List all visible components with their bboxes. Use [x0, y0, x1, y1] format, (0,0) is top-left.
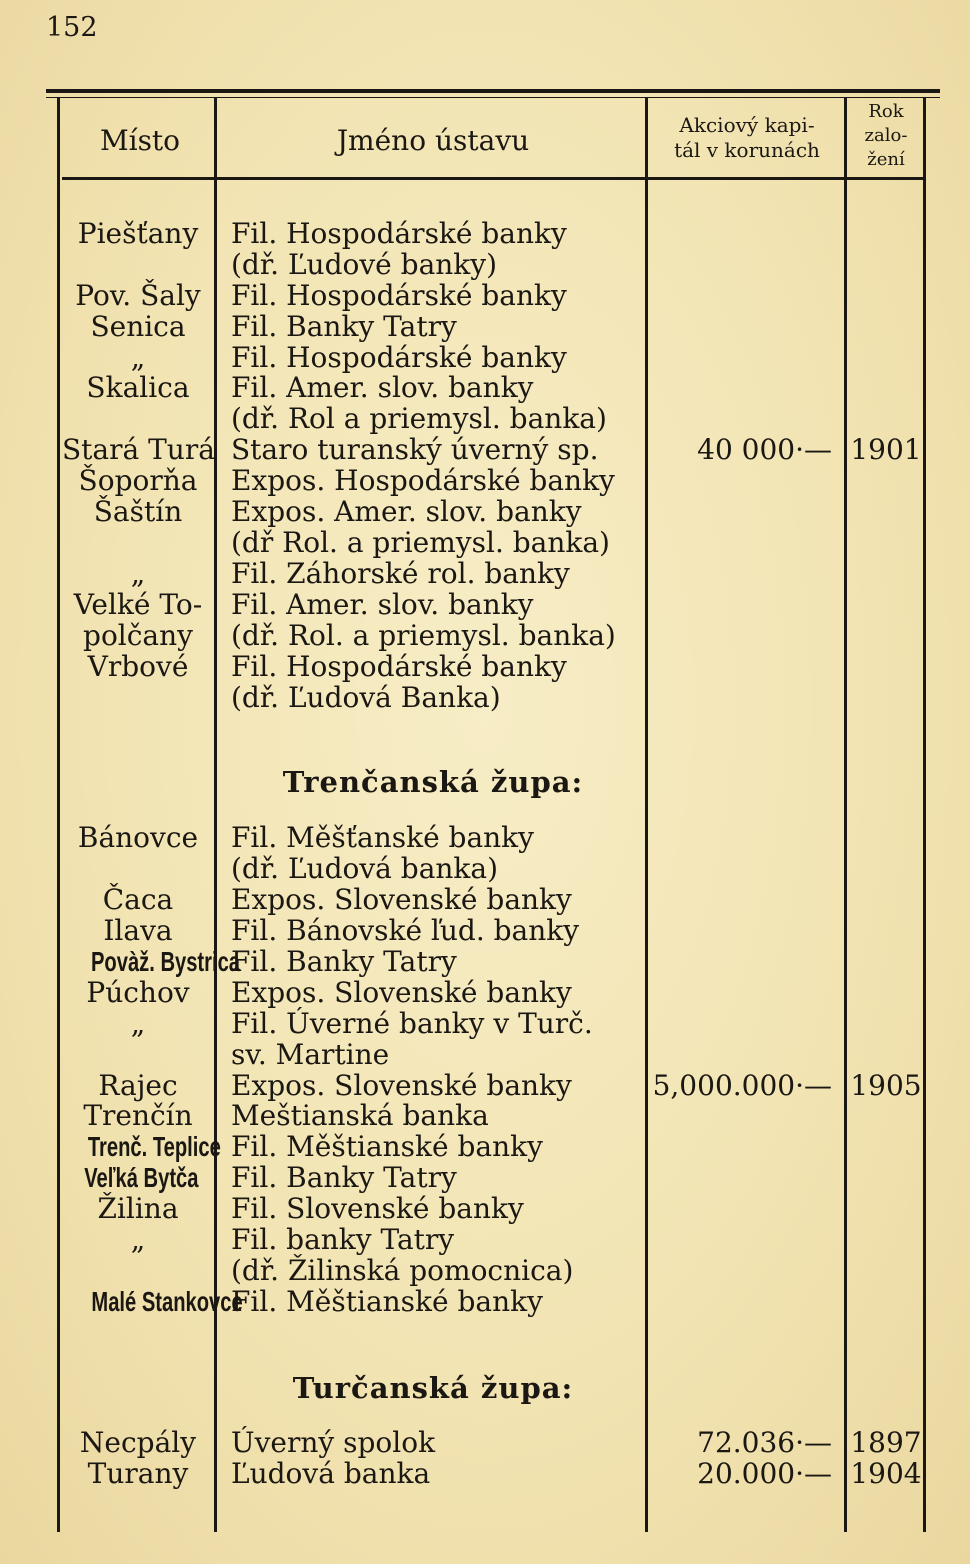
row-year: 1901	[850, 433, 922, 466]
row-year: 1904	[850, 1457, 922, 1490]
row-place: Skalica	[86, 371, 190, 404]
row-place-text: Veľká Bytča	[84, 1162, 199, 1193]
row-name: Fil. Banky Tatry	[231, 945, 457, 978]
row-capital: 72.036·—	[697, 1426, 832, 1459]
row-place: Púchov	[86, 976, 190, 1009]
row-name: (dř Rol. a priemysl. banka)	[231, 526, 610, 559]
row-name: Fil. Hospodárské banky	[231, 279, 567, 312]
row-name: Fil. Měštianské banky	[231, 1130, 543, 1163]
row-name: Fil. Banky Tatry	[231, 310, 457, 343]
row-name: (dř. Ľudová banka)	[231, 852, 499, 885]
table-row	[0, 682, 970, 713]
row-place: „	[130, 557, 146, 590]
row-place: Turany	[87, 1457, 189, 1490]
header-year-line2: zalo-	[864, 125, 908, 146]
header-rule	[62, 177, 924, 180]
row-name: Expos. Amer. slov. banky	[231, 495, 582, 528]
table-row	[0, 589, 970, 620]
table-row	[0, 884, 970, 915]
row-capital: 5,000.000·—	[652, 1069, 832, 1102]
row-capital: 40 000·—	[697, 433, 832, 466]
row-place: Bánovce	[77, 821, 199, 854]
row-name: Fil. Slovenské banky	[231, 1192, 524, 1225]
row-name: Expos. Slovenské banky	[231, 883, 572, 916]
table-row	[0, 1008, 970, 1039]
row-name: Fil. Amer. slov. banky	[231, 588, 534, 621]
row-place	[62, 946, 241, 977]
row-name: (dř. Ľudová Banka)	[231, 681, 501, 714]
row-place: „	[130, 1007, 146, 1040]
row-year: 1905	[850, 1069, 922, 1102]
row-name: Meštianská banka	[231, 1099, 489, 1132]
table-row	[0, 1458, 970, 1489]
table-row	[0, 465, 970, 496]
row-year: 1897	[850, 1426, 922, 1459]
row-place-text: Trenč. Teplice	[87, 1131, 221, 1162]
row-name: Expos. Slovenské banky	[231, 1069, 572, 1102]
table-row	[0, 853, 970, 884]
row-name: Fil. Měštianské banky	[231, 1285, 543, 1318]
row-name: Expos. Hospodárské banky	[231, 464, 615, 497]
row-place: Rajec	[98, 1069, 178, 1102]
row-place: Šoporňa	[78, 464, 198, 497]
table-row	[0, 496, 970, 527]
table-row	[0, 1039, 970, 1070]
header-year-line1: Rok	[868, 101, 904, 122]
row-place: Necpály	[79, 1426, 197, 1459]
row-name: Fil. banky Tatry	[231, 1223, 455, 1256]
header-capital	[648, 113, 846, 163]
row-name: Staro turanský úverný sp.	[231, 433, 599, 466]
row-name: Fil. Hospodárské banky	[231, 217, 567, 250]
table-row	[0, 1286, 970, 1317]
row-capital: 20.000·—	[697, 1457, 832, 1490]
table-row	[0, 403, 970, 434]
row-name: Fil. Úverné banky v Turč.	[231, 1007, 593, 1040]
row-place: Žilina	[97, 1192, 179, 1225]
table-row	[0, 1224, 970, 1255]
row-place: Piešťany	[77, 217, 199, 250]
table-row	[0, 651, 970, 682]
top-rule	[46, 89, 940, 93]
row-name: Expos. Slovenské banky	[231, 976, 572, 1009]
row-name: (dř. Rol a priemysl. banka)	[231, 402, 607, 435]
row-place	[62, 1286, 243, 1317]
section-title-trencanska: Trenčanská župa:	[282, 765, 584, 799]
row-name: (dř. Žilinská pomocnica)	[231, 1254, 574, 1287]
header-place: Místo	[99, 124, 181, 157]
table-row	[0, 977, 970, 1008]
table-row	[0, 372, 970, 403]
row-place: Stará Turá	[62, 433, 215, 466]
table-row	[0, 249, 970, 280]
row-name: Fil. Amer. slov. banky	[231, 371, 534, 404]
row-place	[62, 1131, 221, 1162]
row-place: Senica	[90, 310, 186, 343]
row-name: Úverný spolok	[231, 1426, 436, 1459]
header-name: Jméno ústavu	[336, 124, 530, 157]
row-name: Fil. Hospodárské banky	[231, 650, 567, 683]
table-row	[0, 1193, 970, 1224]
row-place: polčany	[83, 619, 193, 652]
row-name: Fil. Bánovské ľud. banky	[231, 914, 580, 947]
row-place: Velké To-	[73, 588, 203, 621]
top-rule-thin	[46, 97, 940, 98]
row-place: Ilava	[103, 914, 173, 947]
row-name: sv. Martine	[231, 1038, 390, 1071]
row-place	[62, 1162, 214, 1193]
table-row	[0, 1255, 970, 1286]
table-row	[0, 915, 970, 946]
table-row	[0, 311, 970, 342]
row-name: Fil. Záhorské rol. banky	[231, 557, 570, 590]
table-row	[0, 558, 970, 589]
table-row	[0, 1131, 970, 1162]
row-name: (dř. Ľudové banky)	[231, 248, 498, 281]
table-row	[0, 527, 970, 558]
row-name: Fil. Měšťanské banky	[231, 821, 534, 854]
table-row	[0, 280, 970, 311]
table-row	[0, 1162, 970, 1193]
page-number: 152	[46, 12, 98, 43]
section-title-turcanska: Turčanská župa:	[292, 1371, 574, 1405]
table-row	[0, 946, 970, 977]
table-row	[0, 342, 970, 373]
row-place: Pov. Šaly	[75, 279, 201, 312]
table-row	[0, 434, 970, 465]
row-place: „	[130, 1223, 146, 1256]
header-capital-line1: Akciový kapi-	[679, 113, 815, 137]
table-row	[0, 218, 970, 249]
row-place-text: Malé Stankovce	[91, 1286, 243, 1317]
row-place: Čaca	[102, 883, 174, 916]
row-name: (dř. Rol. a priemysl. banka)	[231, 619, 616, 652]
row-name: Ľudová banka	[231, 1457, 431, 1490]
row-name: Fil. Banky Tatry	[231, 1161, 457, 1194]
header-year	[846, 100, 926, 172]
row-place: Trenčín	[83, 1099, 193, 1132]
header-year-line3: žení	[867, 149, 905, 170]
header-capital-line2: tál v korunách	[674, 138, 820, 162]
table-row	[0, 1070, 970, 1101]
table-row	[0, 1427, 970, 1458]
row-place: „	[130, 341, 146, 374]
row-place-text: Povàž. Bystrica	[90, 946, 241, 977]
table-row	[0, 1100, 970, 1131]
table-row	[0, 822, 970, 853]
row-place: Šaštín	[93, 495, 183, 528]
row-name: Fil. Hospodárské banky	[231, 341, 567, 374]
table-row	[0, 620, 970, 651]
row-place: Vrbové	[87, 650, 189, 683]
